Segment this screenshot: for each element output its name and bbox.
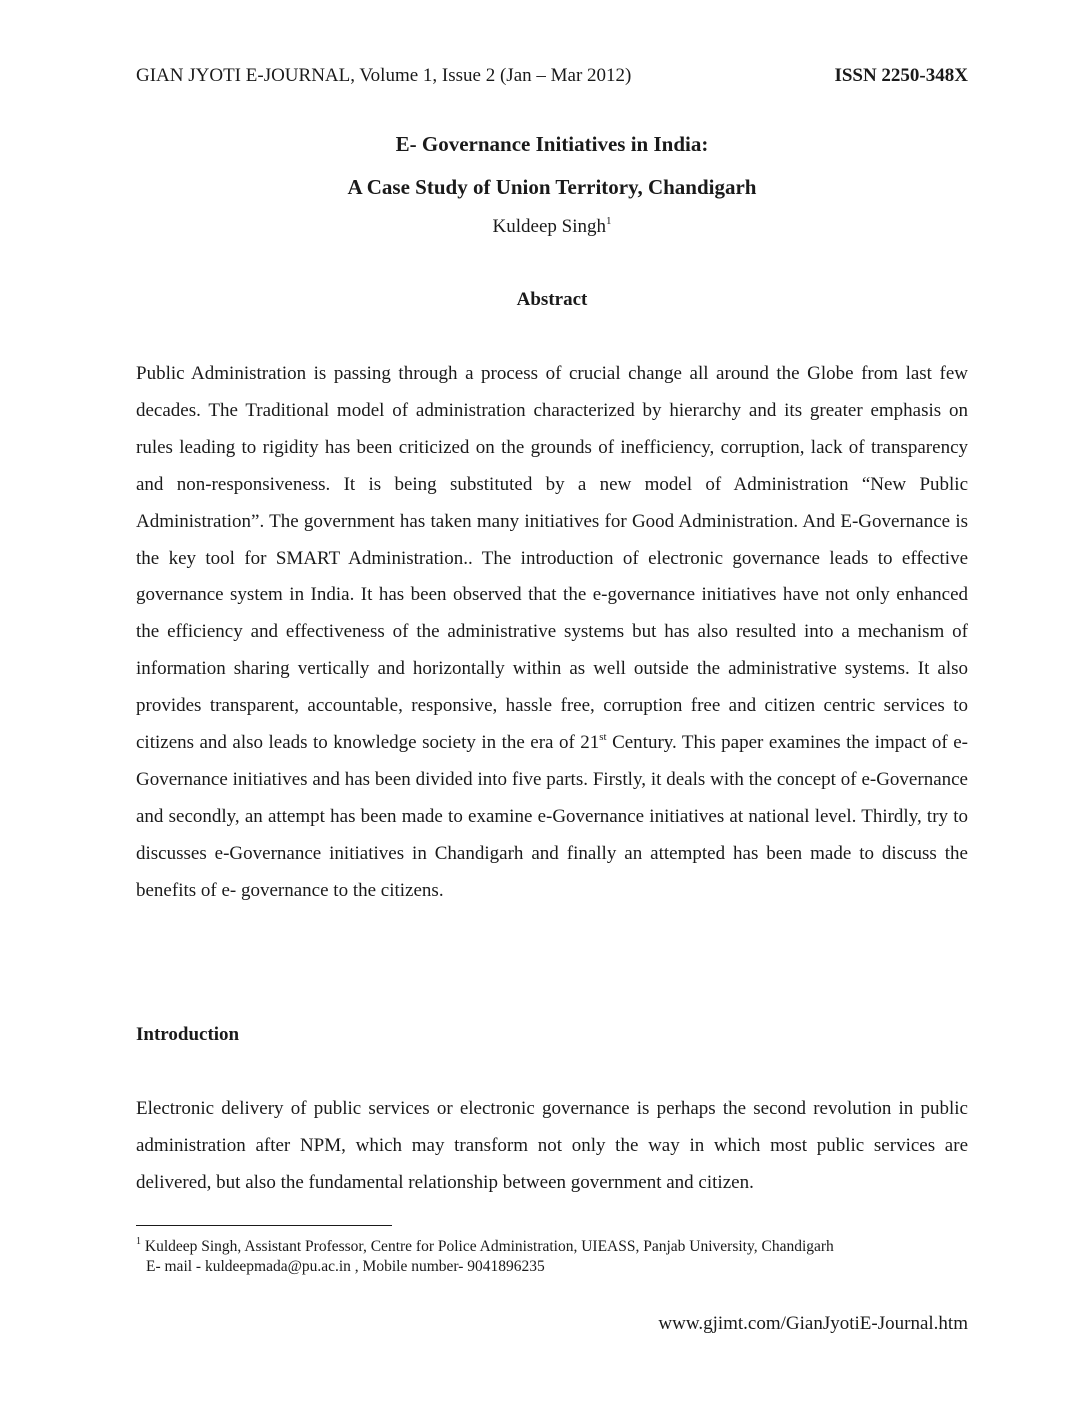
author-name: Kuldeep Singh (492, 216, 606, 237)
abstract-paragraph (136, 356, 968, 910)
footnote-mark: 1 (136, 1235, 141, 1247)
footnote-line-1 (136, 1237, 968, 1257)
introduction-heading: Introduction (136, 1024, 240, 1045)
issn-number: ISSN 2250-348X (834, 65, 968, 86)
paper-title-line-2: A Case Study of Union Territory, Chandigarh (347, 175, 757, 199)
author-footnote-mark: 1 (605, 214, 612, 227)
journal-citation: GIAN JYOTI E-JOURNAL, Volume 1, Issue 2 (Jan – Mar 2012) (136, 65, 632, 86)
abstract-heading: Abstract (516, 289, 588, 310)
author-line (136, 215, 968, 239)
abstract-text-part-1: Public Administration is passing through a process of crucial change all around the Globe from last few decades. The Traditional model of administration characterized by hierarchy and its greater emphasis on rules leading to rigidity has been criticized on the grounds of inefficiency, corruption, lack of transparency and non-responsiveness. It is being substituted by a new model of Administration “New Public Administration”. The government has taken many initiatives for Good Administration. And E-Governance is the key tool for SMART Administration.. The introduction of electronic governance leads to effective governance system in India. It has been observed that the e-governance initiatives have not only enhanced the efficiency and effectiveness of the administrative systems but has also resulted into a mechanism of information sharing vertically and horizontally within as well outside the administrative systems. It also provides transparent, accountable, responsive, hassle free, corruption free and citizen centric services to citizens and also leads to knowledge society in the era of 21 (136, 363, 968, 754)
paper-title-line-1: E- Governance Initiatives in India: (395, 132, 709, 156)
introduction-paragraph: Electronic delivery of public services or electronic governance is perhaps the second revolution in public administration after NPM, which may transform not only the way in which most public services are delivered, but also the fundamental relationship between government and citizen. (136, 1098, 968, 1193)
footnote-contact: E- mail - kuldeepmada@pu.ac.in , Mobile number- 9041896235 (146, 1258, 545, 1275)
ordinal-superscript: st (599, 730, 607, 743)
footnote-separator (136, 1225, 392, 1226)
footnote (136, 1237, 968, 1277)
footnote-affiliation: Kuldeep Singh, Assistant Professor, Centre for Police Administration, UIEASS, Panjab University, Chandigarh (141, 1238, 834, 1255)
footer-website-url: www.gjimt.com/GianJyotiE-Journal.htm (658, 1313, 968, 1334)
abstract-text-part-2: Century. This paper examines the impact of e-Governance initiatives and has been divided into five parts. Firstly, it deals with the concept of e-Governance and secondly, an attempt has been made to examine e-Governance initiatives at national level. Thirdly, try to discusses e-Governance initiatives in Chandigarh and finally an attempted has been made to discuss the benefits of e- governance to the citizens. (136, 732, 968, 901)
